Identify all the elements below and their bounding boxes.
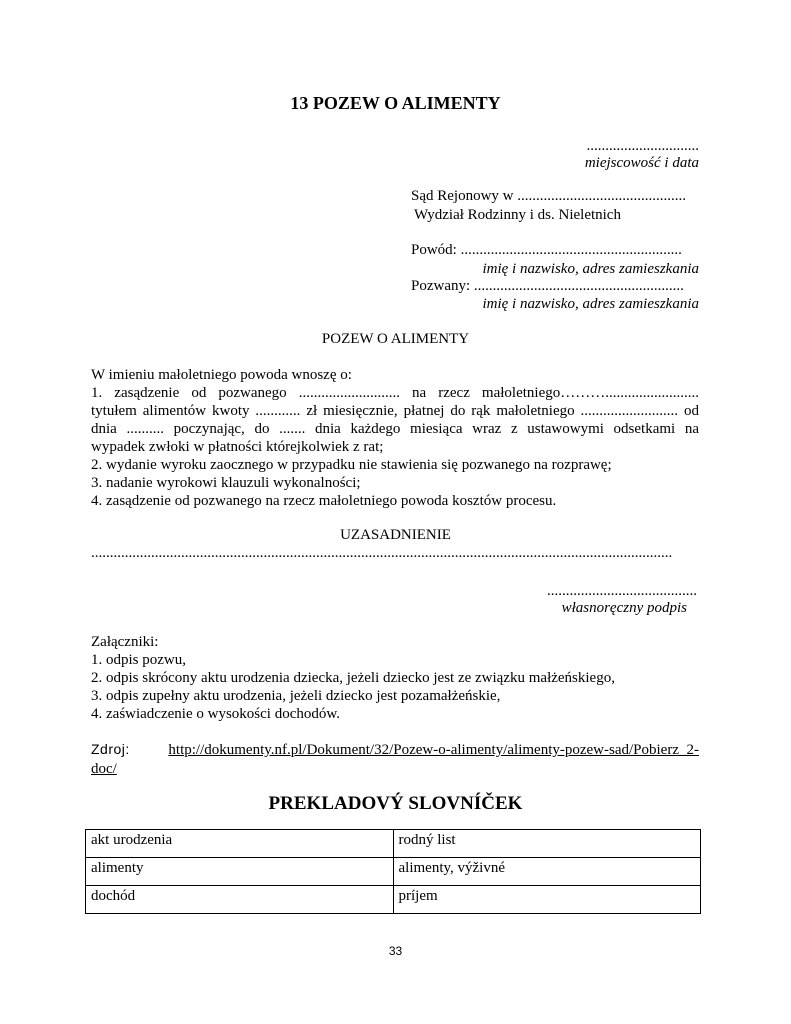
plaintiff-caption: imię i nazwisko, adres zamieszkania xyxy=(482,261,699,277)
table-cell: rodný list xyxy=(393,830,701,858)
place-date-caption: miejscowość i data xyxy=(584,155,699,171)
attachments-heading: Załączniki: xyxy=(91,634,159,650)
attachments xyxy=(91,633,615,723)
source-link[interactable]: http://dokumenty.nf.pl/Dokument/32/Pozew-o-alimenty/alimenty-pozew-sad/Pobierz_2- xyxy=(168,742,699,758)
subtitle: POZEW O ALIMENTY xyxy=(321,331,470,347)
document-heading: 13 POZEW O ALIMENTY xyxy=(290,93,501,113)
plaintiff-line: Powód: ........................................................... xyxy=(411,242,682,258)
claim-item-1-line-3: dnia .......... poczynając, do ....... dnia każdego miesiąca wraz z ustawowymi odsetkami na xyxy=(91,421,699,437)
claim-item-4: 4. zasądzenie od pozwanego na rzecz małoletniego powoda kosztów procesu. xyxy=(91,493,557,509)
signature-dots: ........................................ xyxy=(547,583,697,599)
table-row xyxy=(86,858,701,886)
attachment-item: 2. odpis skrócony aktu urodzenia dziecka, jeżeli dziecko jest ze związku małżeńskiego, xyxy=(91,670,615,686)
justification-dots: ........................................................................................................................................................... xyxy=(91,545,673,561)
dictionary-heading: PREKLADOVÝ SLOVNÍČEK xyxy=(268,793,523,814)
court-division: Wydział Rodzinny i ds. Nieletnich xyxy=(414,207,621,223)
table-row xyxy=(86,830,701,858)
place-date-dots: .............................. xyxy=(586,138,699,154)
table-cell: akt urodzenia xyxy=(86,830,394,858)
defendant-caption: imię i nazwisko, adres zamieszkania xyxy=(482,296,699,312)
claim-item-3: 3. nadanie wyrokowi klauzuli wykonalności; xyxy=(91,475,361,491)
table-cell: príjem xyxy=(393,886,701,914)
table-row xyxy=(86,886,701,914)
claim-item-1-line-1: 1. zasądzenie od pozwanego ........................... na rzecz małoletniego………......................... xyxy=(91,385,699,401)
justification-heading: UZASADNIENIE xyxy=(340,527,451,543)
table-cell: alimenty xyxy=(86,858,394,886)
source-link-continued[interactable]: doc/ xyxy=(91,761,117,777)
signature-caption: własnoręczny podpis xyxy=(561,600,687,616)
claim-item-2: 2. wydanie wyroku zaocznego w przypadku nie stawienia się pozwanego na rozprawę; xyxy=(91,457,612,473)
dictionary-table xyxy=(85,829,701,914)
table-cell: alimenty, výživné xyxy=(393,858,701,886)
source-label: Zdroj: xyxy=(91,741,130,757)
claim-item-1-line-4: wypadek zwłoki w płatności którejkolwiek z rat; xyxy=(91,439,384,455)
attachment-item: 3. odpis zupełny aktu urodzenia, jeżeli dziecko jest pozamałżeńskie, xyxy=(91,688,501,704)
court-line: Sąd Rejonowy w ............................................. xyxy=(411,188,686,204)
attachment-item: 1. odpis pozwu, xyxy=(91,652,186,668)
claim-item-1-line-2: tytułem alimentów kwoty ............ zł miesięcznie, płatnej do rąk małoletniego .......................... od xyxy=(91,403,699,419)
claim-intro: W imieniu małoletniego powoda wnoszę o: xyxy=(91,367,352,383)
source-reference xyxy=(91,740,699,779)
defendant-line: Pozwany: ........................................................ xyxy=(411,278,684,294)
table-cell: dochód xyxy=(86,886,394,914)
source-line-1 xyxy=(91,740,699,760)
claim-body xyxy=(91,366,699,510)
page-number: 33 xyxy=(388,944,403,958)
attachment-item: 4. zaświadczenie o wysokości dochodów. xyxy=(91,706,340,722)
